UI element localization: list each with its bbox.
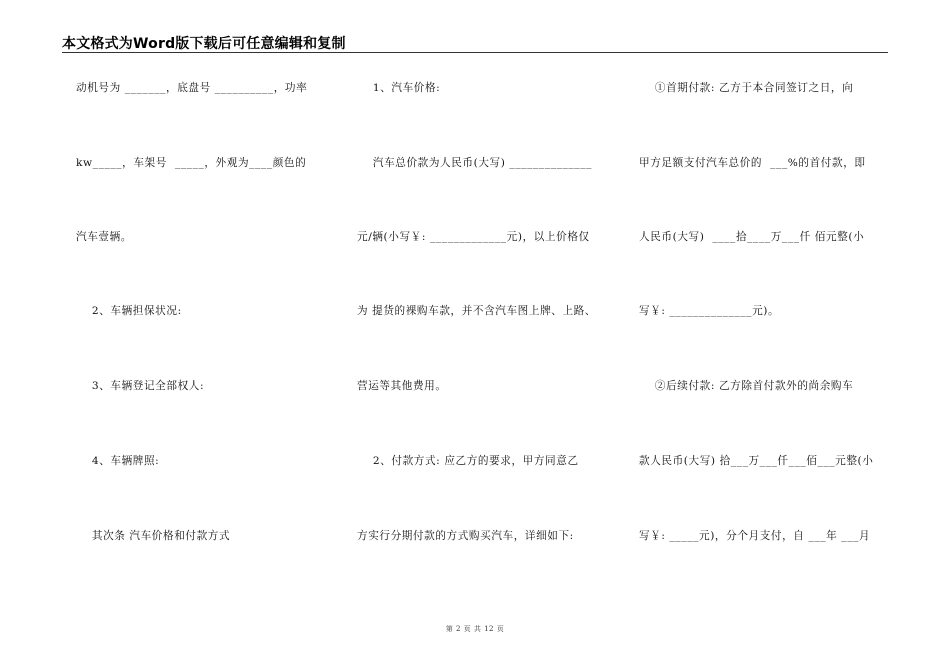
header-divider (62, 52, 888, 53)
text-line: 方实行分期付款的方式购买汽车，详细如下: (357, 530, 574, 542)
text-line: 汽车总价款为人民币(大写) ______________ (357, 157, 592, 169)
text-line: 2、付款方式: 应乙方的要求，甲方同意乙 (357, 455, 579, 467)
text-line: 款人民币(大写) 拾___万___仟___佰___元整(小 (639, 455, 874, 467)
text-line: ②后续付款: 乙方除首付款外的尚余购车 (639, 380, 854, 392)
text-line: 写￥: ______________元)。 (639, 305, 780, 317)
text-line: 元/辆(小写￥: _____________元)，以上价格仅 (357, 231, 590, 243)
text-line: ①首期付款: 乙方于本合同签订之日，向 (639, 82, 854, 94)
text-line: 其次条 汽车价格和付款方式 (76, 530, 231, 542)
text-line: 3、车辆登记全部权人: (76, 380, 205, 392)
text-line: kw_____，车架号 _____，外观为____颜色的 (76, 157, 307, 169)
text-line: 4、车辆牌照: (76, 455, 160, 467)
text-line: 甲方足额支付汽车总价的 ___%的首付款，即 (639, 157, 866, 169)
page-number: 第 2 页 共 12 页 (445, 625, 505, 633)
text-line: 写￥: _____元)，分个月支付，自 ___年 ___月 (639, 530, 871, 542)
text-line: 1、汽车价格: (357, 82, 441, 94)
text-line: 汽车壹辆。 (76, 231, 132, 243)
text-line: 营运等其他费用。 (357, 380, 447, 392)
document-header-title: 本文格式为Word版下载后可任意编辑和复制 (62, 36, 346, 52)
text-line: 动机号为 _______，底盘号 __________，功率 (76, 82, 308, 94)
text-line: 为 提货的裸购车款，并不含汽车图上牌、上路、 (357, 305, 597, 317)
text-line: 人民币(大写) ____拾____万___仟 佰元整(小 (639, 231, 865, 243)
text-line: 2、车辆担保状况: (76, 305, 182, 317)
